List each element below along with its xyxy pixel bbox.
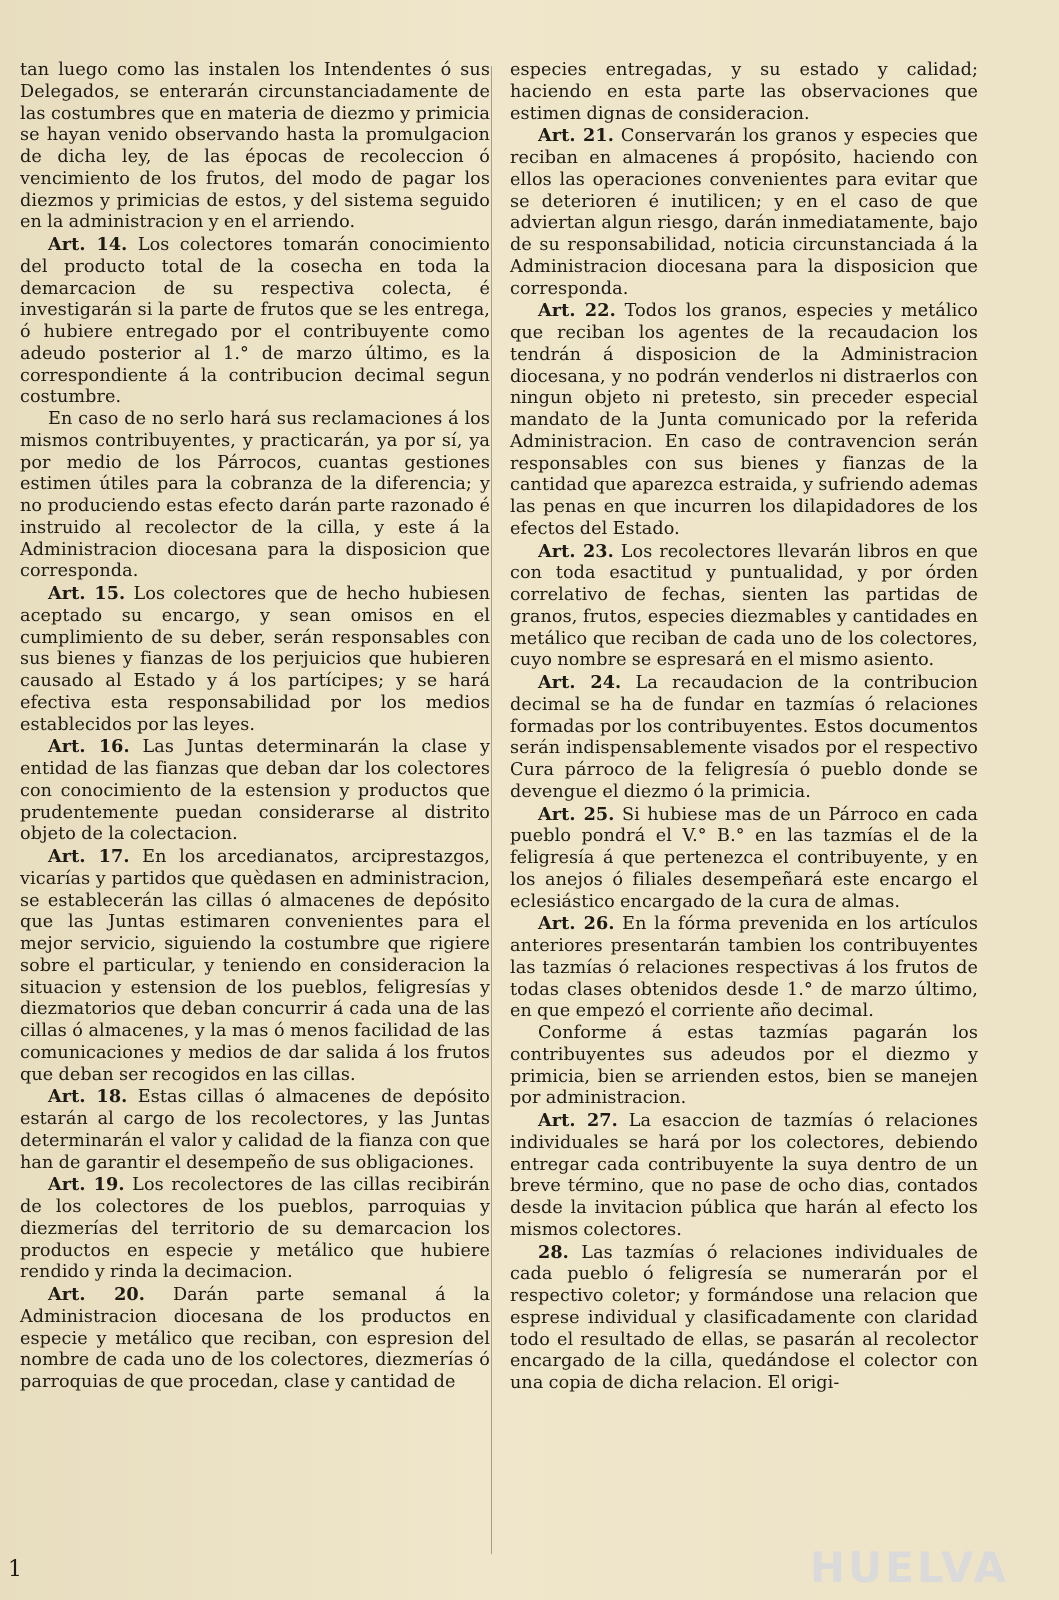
article-label: Art. 20. <box>48 1284 145 1305</box>
article-text: Los recolectores llevarán libros en que con toda esactitud y puntualidad, y por órden correlativo de fechas, sienten las partidas de granos, frutos, especies diezmables y cantidades en metálico que reciban de cada uno de los colectores, cuyo nombre se espresará en el mismo asiento. <box>510 541 978 671</box>
article-25 <box>510 804 978 914</box>
paragraph-text: tan luego como las instalen los Intendentes ó sus Delegados, se enterarán circunstanciadamente de las costumbres que en materia de diezmo y primicia se hayan venido observando hasta la promulgacion de dicha ley, de las épocas de recoleccion ó vencimiento de los frutos, del modo de pagar los diezmos y primicias de estos, y del sistema seguido en la administracion y en el arriendo. <box>20 60 490 233</box>
article-17 <box>20 846 490 1086</box>
article-label: Art. 21. <box>538 125 614 147</box>
article-label: Art. 17. <box>48 846 130 867</box>
article-19 <box>20 1174 490 1284</box>
article-text: Los colectores que de hecho hubiesen aceptado su encargo, y sean omisos en el cumplimiento de su deber, serán responsables con sus bienes y fianzas de los perjuicios que hubieren causado al Estado y á los partícipes; y se hará efectiva esta responsabilidad por los medios establecidos por las leyes. <box>20 584 491 735</box>
article-18 <box>20 1086 490 1174</box>
paragraph-continuation <box>20 60 490 234</box>
article-label: Art. 16. <box>48 736 130 758</box>
article-label: Art. 27. <box>538 1110 618 1131</box>
article-20 <box>20 1284 490 1394</box>
article-23 <box>510 541 978 673</box>
article-text: Los colectores tomarán conocimiento del producto total de la cosecha en toda la demarcacion de su respectiva colecta, é investigarán si la parte de frutos que se les entrega, ó hubiere entregado por el contribuyente como adeudo posterior al 1.° de marzo último, es la correspondiente á la contribucion decimal segun costumbre. <box>20 235 490 408</box>
article-27 <box>510 1110 978 1242</box>
article-label: Art. 23. <box>538 540 614 562</box>
article-label: Art. 15. <box>48 583 126 604</box>
library-watermark: HUELVA <box>809 1543 1009 1592</box>
paragraph-text: En caso de no serlo hará sus reclamaciones á los mismos contribuyentes, y practicarán, ya por sí, ya por medio de los Párrocos, cuantas gestiones estimen útiles para la cobranza de la diferencia; y no produciendo estas efecto darán parte razonado é instruido al recolector de la cilla, y este á la Administracion diocesana para la disposicion que corresponda. <box>20 409 490 582</box>
right-column <box>510 60 978 1395</box>
article-text: Los recolectores de las cillas recibirán de los colectores de los pueblos, parroquias y diezmerías del territorio de su demarcacion los productos en especie y metálico que hubiere rendido y rinda la decimacion. <box>20 1175 490 1283</box>
paragraph <box>510 1023 978 1110</box>
article-label: Art. 14. <box>48 234 128 255</box>
column-divider <box>491 66 492 1554</box>
article-label: Art. 18. <box>48 1086 128 1108</box>
article-label: 28. <box>538 1241 569 1263</box>
article-22 <box>510 300 978 540</box>
article-text: Conservarán los granos y especies que reciban en almacenes á propósito, haciendo con ellos las operaciones convenientes para evitar que se deterioren é inutilicen; y en el caso de que adviertan algun riesgo, darán inmediatamente, bajo de su responsabilidad, noticia circunstanciada á la Administracion diocesana para la disposicion que corresponda. <box>510 126 978 299</box>
article-15 <box>20 583 490 736</box>
paragraph <box>20 409 490 583</box>
article-text: Las Juntas determinarán la clase y entidad de las fianzas que deban dar los colectores con conocimiento de la estension y productos que prudentemente puedan considerarse al distrito objeto de la colectacion. <box>20 737 490 845</box>
article-text: En la fórma prevenida en los artículos anteriores presentarán tambien los contribuyentes las tazmías ó relaciones respectivas á los frutos de todas clases obtenidos desde 1.° de marzo último, en que empezó el corriente año decimal. <box>510 914 978 1022</box>
article-text: Darán parte semanal á la Administracion diocesana de los productos en especie y metálico que reciban, con espresion del nombre de cada uno de los colectores, diezmerías ó parroquias de que procedan, clase y cantidad de <box>20 1285 490 1392</box>
left-column <box>20 60 490 1394</box>
article-label: Art. 24. <box>538 672 622 693</box>
article-label: Art. 26. <box>538 913 615 935</box>
paragraph-continuation <box>510 60 978 125</box>
article-text: Estas cillas ó almacenes de depósito estarán al cargo de los recolectores, y las Juntas determinarán el valor y calidad de la fianza con que han de garantir el desempeño de sus obligaciones. <box>20 1087 490 1173</box>
article-24 <box>510 672 978 804</box>
article-16 <box>20 736 490 846</box>
article-28 <box>510 1242 978 1395</box>
article-14 <box>20 234 490 409</box>
article-text: La esaccion de tazmías ó relaciones individuales se hará por los colectores, debiendo entregar cada contribuyente la suya dentro de un breve término, que no pase de ocho dias, contados desde la invitacion pública que harán al efecto los mismos colectores. <box>510 1111 978 1240</box>
article-26 <box>510 913 978 1023</box>
paragraph-text: Conforme á estas tazmías pagarán los contribuyentes sus adeudos por el diezmo y primicia, bien se arrienden estos, bien se manejen por administracion. <box>510 1023 978 1109</box>
article-text: Las tazmías ó relaciones individuales de cada pueblo ó feligresía se numerarán por el respectivo coletor; y formándose una relacion que esprese individual y clasificadamente con claridad todo el resultado de ellas, se pasarán al recolector encargado de la cilla, quedándose el colector con una copia de dicha relacion. El origi- <box>510 1242 978 1393</box>
article-text: Si hubiese mas de un Párroco en cada pueblo pondrá el V.° B.° en las tazmías el de la feligresía á que pertenezca el contribuyente, y en los anejos ó filiales desempeñará este encargo el eclesiástico encargado de la cura de almas. <box>510 804 978 912</box>
article-21 <box>510 125 978 300</box>
article-label: Art. 19. <box>48 1174 125 1196</box>
article-text: En los arcedianatos, arciprestazgos, vicarías y partidos que quèdasen en administracion, se establecerán las cillas ó almacenes de depósito que las Juntas estimaren convenientes para el mejor servicio, siguiendo la costumbre que rigiere sobre el particular, y teniendo en consideracion la situacion y estension de los pueblos, feligresías y diezmatorios que deban concurrir á cada una de las cillas ó almacenes, y la mas ó menos facilidad de las comunicaciones y medios de dar salida á los frutos que deban ser recogidos en las cillas. <box>20 847 490 1085</box>
page-corner-mark: 1 <box>8 1557 22 1582</box>
article-text: La recaudacion de la contribucion decimal se ha de fundar en tazmías ó relaciones formadas por los contribuyentes. Estos documentos serán indispensablemente visados por el respectivo Cura párroco de la feligresía ó pueblo donde se devengue el diezmo ó la primicia. <box>510 673 978 802</box>
article-label: Art. 22. <box>538 300 616 322</box>
article-text: Todos los granos, especies y metálico que reciban los agentes de la recaudacion los tendrán á disposicion de la Administracion diocesana, y no podrán venderlos ni distraerlos con ningun objeto ni pretesto, sin preceder especial mandato de la Junta comunicado por la referida Administracion. En caso de contravencion serán responsables con sus bienes y fianzas de la cantidad que aparezca estraida, y sufriendo ademas las penas en que incurren los dilapidadores de los efectos del Estado. <box>510 301 978 539</box>
paragraph-text: especies entregadas, y su estado y calidad; haciendo en esta parte las observaciones que estimen dignas de consideracion. <box>510 60 978 124</box>
article-label: Art. 25. <box>538 803 615 825</box>
